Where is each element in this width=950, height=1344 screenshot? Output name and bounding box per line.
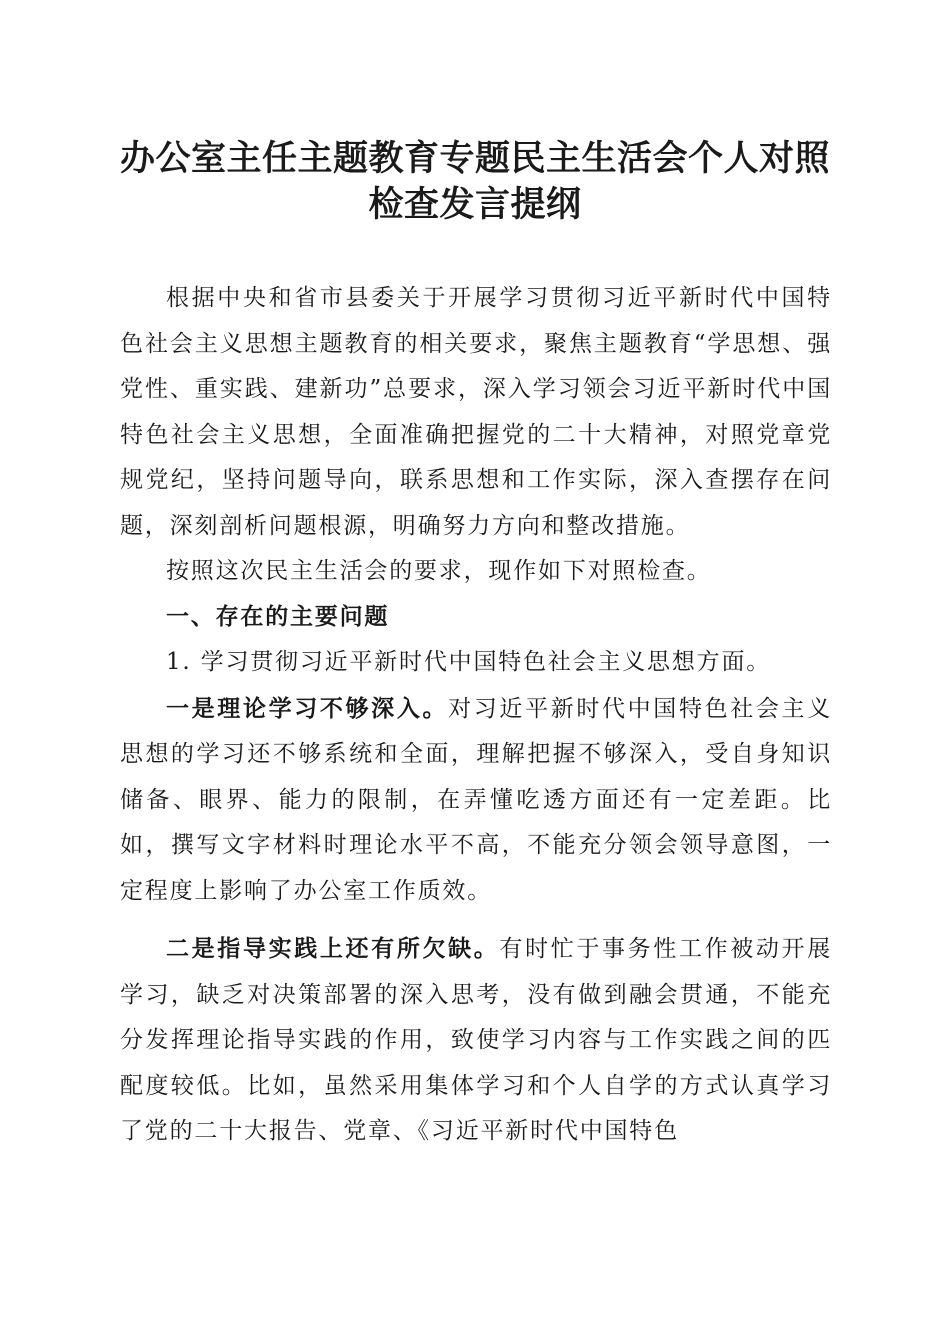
title-line-2: 检查发言提纲 bbox=[368, 184, 582, 225]
point-1-text: 对习近平新时代中国特色社会主义思想的学习还不够系统和全面，理解把握不够深入，受自身知识储备、眼界、能力的限制，在弄懂吃透方面还有一定差距。比如，撰写文字材料时理论水平不高，不能充分领会领导意图，一定程度上影响了办公室工作质效。 bbox=[120, 695, 832, 904]
point-1-lead: 一是理论学习不够深入。 bbox=[166, 694, 449, 722]
document-body bbox=[120, 276, 832, 1155]
point-1-paragraph bbox=[120, 686, 832, 915]
point-2-paragraph bbox=[120, 926, 832, 1155]
point-2-text: 有时忙于事务性工作被动开展学习，缺乏对决策部署的深入思考，没有做到融会贯通，不能充分发挥理论指导实践的作用，致使学习内容与工作实践之间的匹配度较低。比如，虽然采用集体学习和个人自学的方式认真学习了党的二十大报告、党章、《习近平新时代中国特色 bbox=[120, 936, 832, 1144]
point-2-lead: 二是指导实践上还有所欠缺。 bbox=[166, 935, 500, 962]
transition-paragraph: 按照这次民主生活会的要求，现作如下对照检查。 bbox=[166, 558, 712, 584]
title-line-1: 办公室主任主题教育专题民主生活会个人对照 bbox=[119, 138, 830, 179]
subsection-title: 1. 学习贯彻习近平新时代中国特色社会主义思想方面。 bbox=[166, 649, 772, 675]
section-heading: 一、存在的主要问题 bbox=[166, 603, 390, 630]
document-title bbox=[100, 136, 850, 228]
intro-paragraph: 根据中央和省市县委关于开展学习贯彻习近平新时代中国特色社会主义思想主题教育的相关要求，聚焦主题教育“学思想、强党性、重实践、建新功”总要求，深入学习领会习近平新时代中国特色社会主义思想，全面准确把握党的二十大精神，对照党章党规党纪，坚持问题导向，联系思想和工作实际，深入查摆存在问题，深刻剖析问题根源，明确努力方向和整改措施。 bbox=[120, 285, 832, 539]
